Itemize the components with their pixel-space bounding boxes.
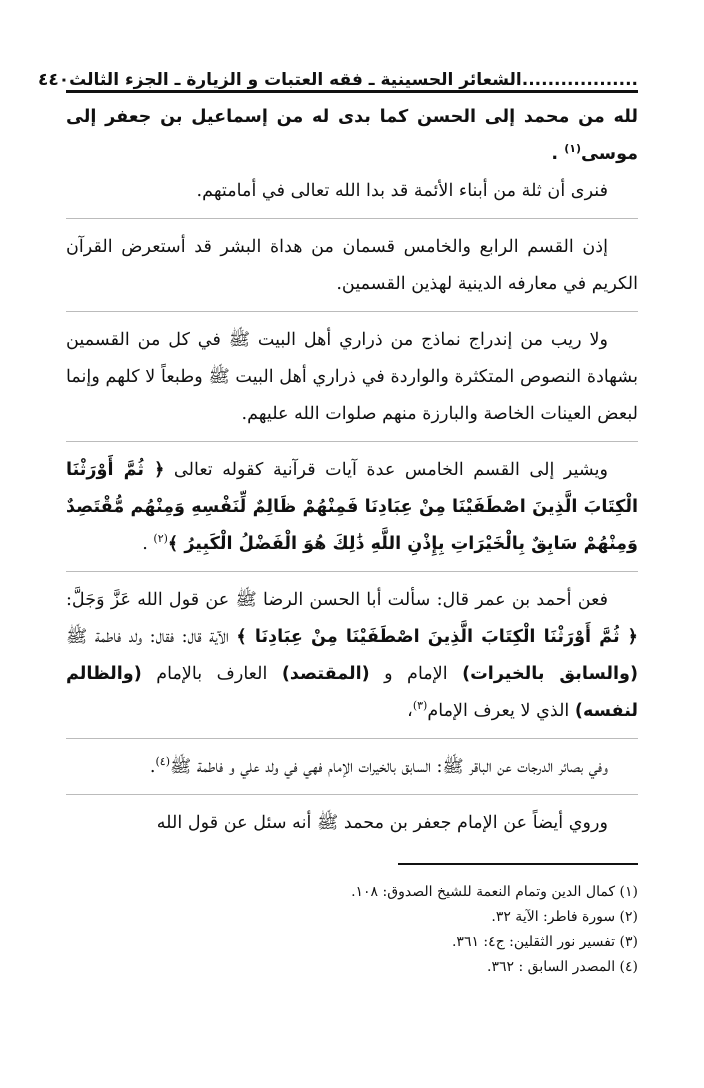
paragraph bbox=[66, 749, 638, 786]
paragraph-separator bbox=[66, 738, 638, 739]
bold-phrase: (والظالم لنفسه) bbox=[66, 664, 638, 721]
paragraph: إذن القسم الرابع والخامس قسمان من هداة البشر قد أستعرض القرآن الكريم في معارفه الدينية لهذين القسمين. bbox=[66, 237, 638, 294]
text: . bbox=[142, 534, 154, 554]
footnote: (٤) المصدر السابق : ٣٦٢. bbox=[487, 959, 638, 975]
footnote: (٢) سورة فاطر: الآية ٣٢. bbox=[491, 909, 638, 925]
paragraph-separator bbox=[66, 794, 638, 795]
bold-phrase: (والسابق بالخيرات) bbox=[462, 664, 638, 684]
text: ويشير إلى القسم الخامس عدة آيات قرآنية كقوله تعالى bbox=[164, 460, 608, 480]
paragraph-separator bbox=[66, 311, 638, 312]
body-text bbox=[66, 99, 638, 842]
text: . bbox=[149, 757, 156, 777]
page-number: ٤٤٠ bbox=[37, 70, 70, 90]
footnote: (١) كمال الدين وتمام النعمة للشيخ الصدوق: ١٠٨. bbox=[351, 884, 638, 900]
footnote-ref: (١) bbox=[564, 142, 581, 156]
bold-phrase: (المقتصد) bbox=[281, 664, 370, 684]
running-header bbox=[37, 58, 638, 93]
footnote-rule bbox=[398, 863, 638, 865]
footnote: (٣) تفسير نور الثقلين: ج٤: ٣٦١. bbox=[451, 934, 638, 950]
paragraph-separator bbox=[66, 218, 638, 219]
text: الذي لا يعرف الإمام bbox=[427, 701, 575, 721]
text: لله من محمد إلى الحسن كما بدى له من إسماعيل بن جعفر إلى موسى bbox=[66, 107, 638, 164]
text: العارف بالإمام bbox=[141, 664, 282, 684]
quran-verse: ﴿ ثُمَّ أَوْرَثْنَا الْكِتَابَ الَّذِينَ اصْطَفَيْنَا مِنْ عِبَادِنَا فَمِنْهُمْ ظَالِمٌ لِّنَفْسِهِ وَمِنْهُم مُّقْتَصِدٌ وَمِنْهُمْ سَابِقٌ بِالْخَيْرَاتِ بِإِذْنِ اللَّهِ ذَٰلِكَ هُوَ الْفَضْلُ الْكَبِيرُ ﴾ bbox=[66, 460, 638, 554]
paragraph-continuation bbox=[66, 99, 638, 173]
paragraph: فنرى أن ثلة من أبناء الأئمة قد بدا الله تعالى في أمامتهم. bbox=[196, 181, 608, 201]
footnote-ref: (٣) bbox=[412, 699, 428, 713]
footnote-ref: (٤) bbox=[155, 755, 170, 769]
text: وفي بصائر الدرجات عن الباقر ﷺ: السابق بالخيرات الإمام فهي في ولد علي و فاطمة ﷺ bbox=[169, 757, 608, 777]
paragraph-with-verse bbox=[66, 452, 638, 563]
text: الآية قال: فقال: ولد فاطمة ﷺ bbox=[66, 627, 237, 647]
text: الإمام و bbox=[369, 664, 463, 684]
paragraph-separator bbox=[66, 571, 638, 572]
paragraph-separator bbox=[66, 441, 638, 442]
footnote-ref: (٢) bbox=[153, 532, 168, 546]
text: ، bbox=[407, 701, 413, 721]
running-title: ..................الشعائر الحسينية ـ فقه العتبات و الزيارة ـ الجزء الثالث bbox=[69, 70, 638, 90]
document-page bbox=[37, 58, 638, 1058]
paragraph: وروي أيضاً عن الإمام جعفر بن محمد ﷺ أنه سئل عن قول الله bbox=[156, 813, 608, 833]
paragraph: ولا ريب من إندراج نماذج من ذراري أهل البيت ﷺ في كل من القسمين بشهادة النصوص المتكثرة والواردة في ذراري أهل البيت ﷺ وطبعاً لا كلهم وإنما لبعض العينات الخاصة والبارزة منهم صلوات الله عليهم. bbox=[66, 330, 638, 424]
footnotes bbox=[66, 880, 638, 980]
text: . bbox=[551, 144, 565, 164]
quran-verse: ﴿ ثُمَّ أَوْرَثْنَا الْكِتَابَ الَّذِينَ اصْطَفَيْنَا مِنْ عِبَادِنَا ﴾ bbox=[236, 627, 638, 647]
paragraph-with-verse bbox=[66, 582, 638, 730]
text: فعن أحمد بن عمر قال: سألت أبا الحسن الرضا ﷺ عن قول الله عَزَّ وَجَلَّ: bbox=[66, 590, 608, 610]
